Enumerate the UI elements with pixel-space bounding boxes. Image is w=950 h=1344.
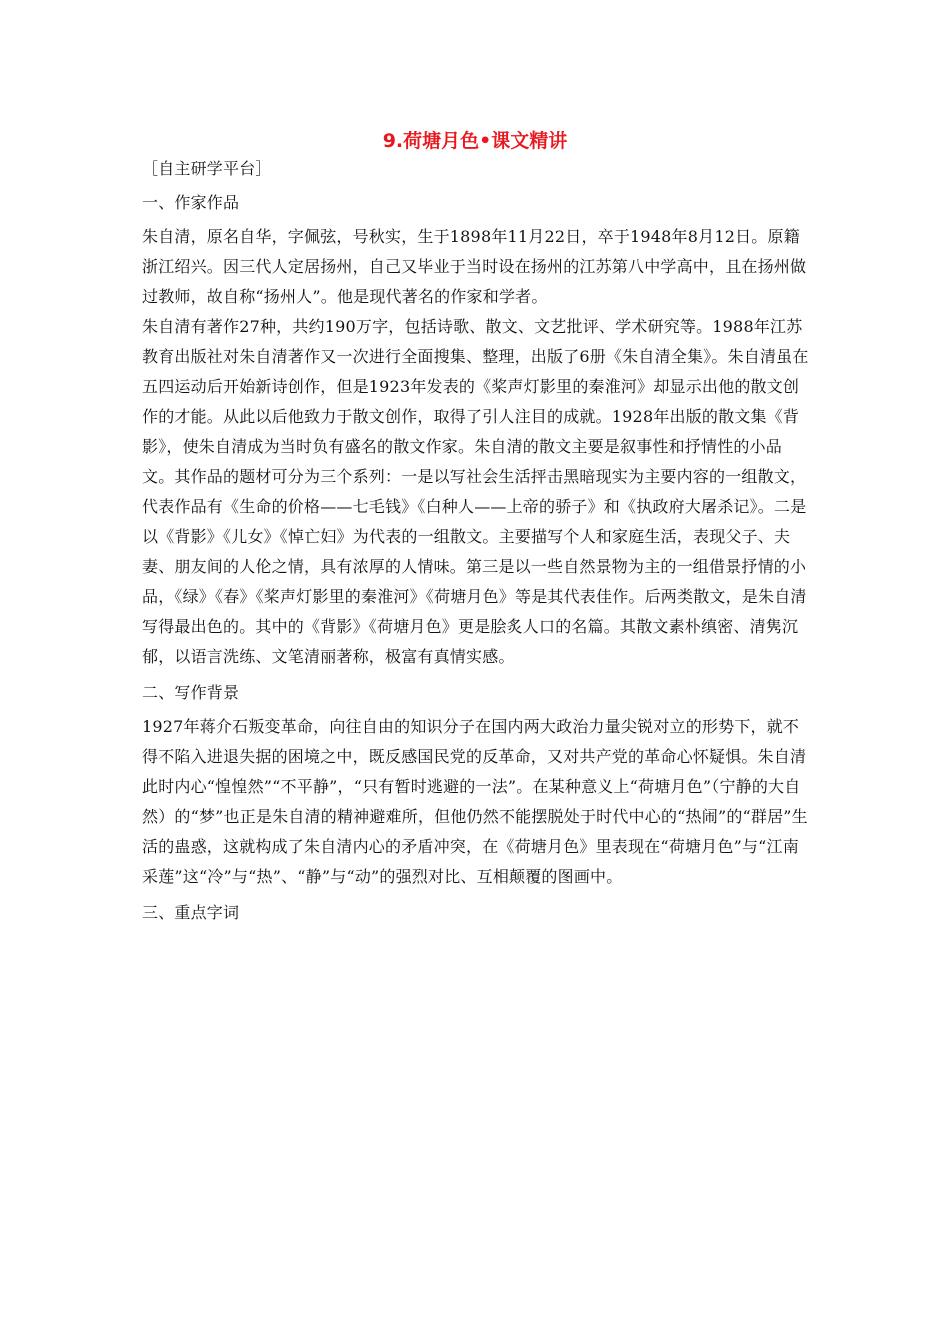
section-heading-background: 二、写作背景 [142, 683, 240, 702]
document-body [142, 154, 812, 928]
paragraph-author-works: 朱自清有著作27种，共约190万字，包括诗歌、散文、文艺批评、学术研究等。1988年江苏教育出版社对朱自清著作又一次进行全面搜集、整理，出版了6册《朱自清全集》。朱自清虽在五四运动后开始新诗创作，但是1923年发表的《桨声灯影里的秦淮河》却显示出他的散文创作的才能。从此以后他致力于散文创作，取得了引人注目的成就。1928年出版的散文集《背影》，使朱自清成为当时负有盛名的散文作家。朱自清的散文主要是叙事性和抒情性的小品文。其作品的题材可分为三个系列：一是以写社会生活抨击黑暗现实为主要内容的一组散文，代表作品有《生命的价格——七毛钱》《白种人——上帝的骄子》和《执政府大屠杀记》。二是以《背影》《儿女》《悼亡妇》为代表的一组散文。主要描写个人和家庭生活，表现父子、夫妻、朋友间的人伦之情，具有浓厚的人情味。第三是以一些自然景物为主的一组借景抒情的小品，《绿》《春》《桨声灯影里的秦淮河》《荷塘月色》等是其代表佳作。后两类散文，是朱自清写得最出色的。其中的《背影》《荷塘月色》更是脍炙人口的名篇。其散文素朴缜密、清隽沉郁，以语言洗练、文笔清丽著称，极富有真情实感。 [142, 317, 809, 666]
platform-label: ［自主研学平台］ [142, 159, 272, 178]
section-heading-key-words: 三、重点字词 [142, 903, 240, 922]
section-heading-author-works: 一、作家作品 [142, 193, 240, 212]
paragraph-background: 1927年蒋介石叛变革命，向往自由的知识分子在国内两大政治力量尖锐对立的形势下，就不得不陷入进退失据的困境之中，既反感国民党的反革命，又对共产党的革命心怀疑惧。朱自清此时内心“惶惶然”“不平静”，“只有暂时逃避的一法”。在某种意义上“荷塘月色”（宁静的大自然）的“梦”也正是朱自清的精神避难所，但他仍然不能摆脱处于时代中心的“热闹”的“群居”生活的蛊惑，这就构成了朱自清内心的矛盾冲突，在《荷塘月色》里表现在“荷塘月色”与“江南采莲”这“冷”与“热”、“静”与“动”的强烈对比、互相颠覆的图画中。 [142, 717, 808, 886]
paragraph-author-bio: 朱自清，原名自华，字佩弦，号秋实，生于1898年11月22日，卒于1948年8月12日。原籍浙江绍兴。因三代人定居扬州，自己又毕业于当时设在扬州的江苏第八中学高中，且在扬州做过教师，故自称“扬州人”。他是现代著名的作家和学者。 [142, 227, 807, 306]
document-title: 9.荷塘月色•课文精讲 [382, 130, 568, 152]
